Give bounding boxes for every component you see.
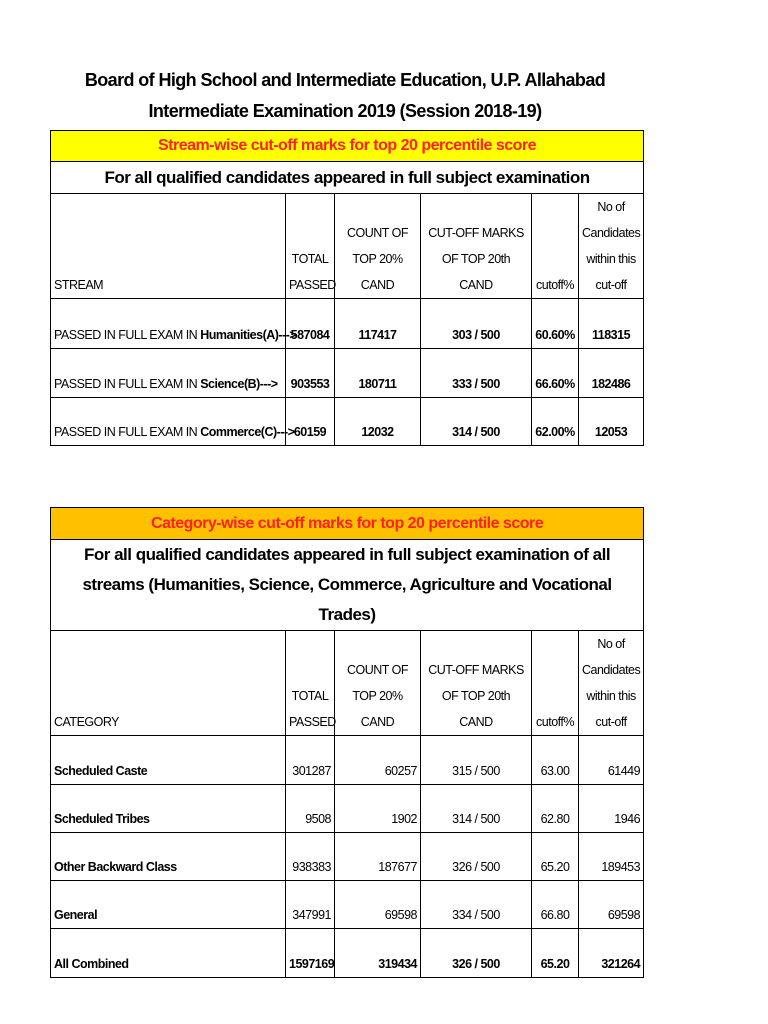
stream-table — [50, 130, 644, 446]
count-top: 60257 — [335, 736, 421, 785]
header-total-passed: TOTAL PASSED — [286, 631, 335, 736]
category-label: Scheduled Caste — [51, 736, 286, 785]
stream-subtitle: For all qualified candidates appeared in full subject examination — [51, 162, 644, 194]
cutoff-pct: 62.80 — [532, 785, 579, 833]
category-table — [50, 507, 644, 978]
cutoff-marks: 303 / 500 — [421, 299, 532, 349]
table-row — [51, 299, 644, 349]
header-candidates: No of Candidates within this cut-off — [579, 631, 644, 736]
cutoff-marks: 326 / 500 — [421, 929, 532, 978]
cutoff-pct: 66.80 — [532, 881, 579, 929]
stream-label: PASSED IN FULL EXAM IN Science(B)---> — [51, 349, 286, 398]
candidates: 182486 — [579, 349, 644, 398]
header-count-top: COUNT OF TOP 20% CAND — [335, 631, 421, 736]
cutoff-marks: 314 / 500 — [421, 398, 532, 446]
header-cutoff-pct: cutoff% — [532, 631, 579, 736]
cutoff-pct: 60.60% — [532, 299, 579, 349]
category-label: Scheduled Tribes — [51, 785, 286, 833]
total-passed: 9508 — [286, 785, 335, 833]
table-row — [51, 929, 644, 978]
header-cutoff-marks: CUT-OFF MARKS OF TOP 20th CAND — [421, 194, 532, 299]
board-title: Board of High School and Intermediate Education, U.P. Allahabad — [84, 70, 606, 90]
header-cutoff-pct: cutoff% — [532, 194, 579, 299]
candidates: 1946 — [579, 785, 644, 833]
cutoff-marks: 315 / 500 — [421, 736, 532, 785]
table-row — [51, 736, 644, 785]
cutoff-pct: 65.20 — [532, 929, 579, 978]
count-top: 69598 — [335, 881, 421, 929]
header-stream: STREAM — [51, 194, 286, 299]
count-top: 117417 — [335, 299, 421, 349]
cutoff-marks: 314 / 500 — [421, 785, 532, 833]
stream-banner: Stream-wise cut-off marks for top 20 percentile score — [51, 131, 644, 162]
cutoff-marks: 334 / 500 — [421, 881, 532, 929]
table-row — [51, 398, 644, 446]
header-total-passed: TOTAL PASSED — [286, 194, 335, 299]
total-passed: 938383 — [286, 833, 335, 881]
table-row — [51, 785, 644, 833]
candidates: 189453 — [579, 833, 644, 881]
total-passed: 301287 — [286, 736, 335, 785]
candidates: 321264 — [579, 929, 644, 978]
total-passed: 1597169 — [286, 929, 335, 978]
cutoff-pct: 62.00% — [532, 398, 579, 446]
candidates: 69598 — [579, 881, 644, 929]
category-label: Other Backward Class — [51, 833, 286, 881]
total-passed: 903553 — [286, 349, 335, 398]
total-passed: 347991 — [286, 881, 335, 929]
category-banner: Category-wise cut-off marks for top 20 percentile score — [51, 508, 644, 540]
header-category: CATEGORY — [51, 631, 286, 736]
candidates: 12053 — [579, 398, 644, 446]
category-label: All Combined — [51, 929, 286, 978]
cutoff-pct: 65.20 — [532, 833, 579, 881]
cutoff-pct: 63.00 — [532, 736, 579, 785]
count-top: 187677 — [335, 833, 421, 881]
cutoff-marks: 333 / 500 — [421, 349, 532, 398]
candidates: 61449 — [579, 736, 644, 785]
table-row — [51, 349, 644, 398]
stream-label: PASSED IN FULL EXAM IN Humanities(A)---> — [51, 299, 286, 349]
table-row — [51, 833, 644, 881]
total-passed: 60159 — [286, 398, 335, 446]
header-candidates: No of Candidates within this cut-off — [579, 194, 644, 299]
header-cutoff-marks: CUT-OFF MARKS OF TOP 20th CAND — [421, 631, 532, 736]
category-subtitle: For all qualified candidates appeared in full subject examination of all streams (Humanities, Science, Commerce, Agriculture and Vocational Trades) — [51, 540, 644, 631]
candidates: 118315 — [579, 299, 644, 349]
count-top: 1902 — [335, 785, 421, 833]
category-label: General — [51, 881, 286, 929]
cutoff-marks: 326 / 500 — [421, 833, 532, 881]
total-passed: 587084 — [286, 299, 335, 349]
count-top: 319434 — [335, 929, 421, 978]
count-top: 12032 — [335, 398, 421, 446]
exam-title: Intermediate Examination 2019 (Session 2018-19) — [148, 101, 542, 121]
table-row — [51, 881, 644, 929]
header-count-top: COUNT OF TOP 20% CAND — [335, 194, 421, 299]
count-top: 180711 — [335, 349, 421, 398]
cutoff-pct: 66.60% — [532, 349, 579, 398]
stream-label: PASSED IN FULL EXAM IN Commerce(C)---> — [51, 398, 286, 446]
